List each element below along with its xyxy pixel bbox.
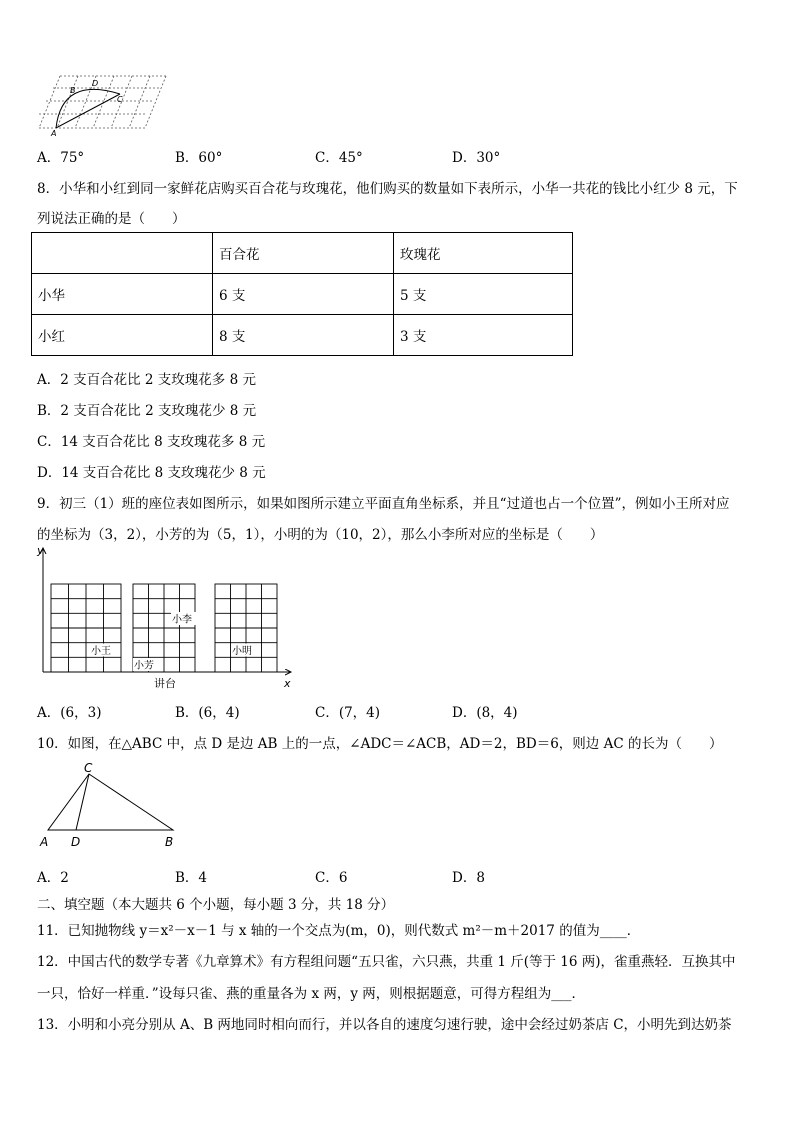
q9-stem-line1: 9．初三（1）班的座位表如图所示，如果如图所示建立平面直角坐标系，并且“过道也占一个位置”，例如小王所对应 — [37, 496, 730, 512]
table-cell: 小华 — [32, 274, 213, 315]
table-row — [32, 315, 573, 356]
q9-option-c[interactable]: C．(7，4) — [315, 705, 381, 721]
q10-label-d: D — [71, 835, 81, 849]
q9-seating-figure — [33, 542, 303, 692]
q7-grid-lines — [39, 76, 166, 128]
q7-label-b: B — [70, 86, 76, 95]
q10-triangle-figure — [36, 758, 186, 854]
table-cell: 5 支 — [394, 274, 573, 315]
q10-option-b[interactable]: B．4 — [175, 870, 208, 886]
q7-option-d[interactable]: D．30° — [452, 150, 501, 166]
q8-option-a[interactable]: A．2 支百合花比 2 支玫瑰花多 8 元 — [37, 372, 256, 388]
q12-stem-line2: 一只，恰好一样重．”设每只雀、燕的重量各为 x 两，y 两，则根据题意，可得方程组为___． — [37, 986, 586, 1002]
q7-chord — [56, 94, 120, 128]
q10-options — [37, 866, 757, 884]
q7-label-d: D — [92, 79, 99, 88]
q7-option-c[interactable]: C．45° — [315, 150, 363, 166]
q9-seat-block-1 — [51, 584, 121, 672]
q12-stem-line1: 12．中国古代的数学专著《九章算术》有方程组问题“五只雀，六只燕，共重 1 斤(等于 16 两)，雀重燕轻．互换其中 — [37, 954, 736, 970]
q9-label-xiaowang: 小王 — [91, 646, 111, 657]
q7-option-b[interactable]: B．60° — [175, 150, 223, 166]
q10-option-c[interactable]: C．6 — [315, 870, 348, 886]
table-cell: 8 支 — [213, 315, 394, 356]
table-header-cell: 百合花 — [213, 233, 394, 274]
q10-label-b: B — [165, 835, 174, 849]
q8-stem-line1: 8．小华和小红到同一家鲜花店购买百合花与玫瑰花，他们购买的数量如下表所示，小华一共花的钱比小红少 8 元，下 — [37, 181, 738, 197]
q10-option-a[interactable]: A．2 — [37, 870, 69, 886]
q9-x-label: x — [284, 677, 291, 690]
q9-label-xiaoli: 小李 — [172, 614, 192, 626]
q7-label-c: C — [117, 95, 123, 104]
q9-option-d[interactable]: D．(8，4) — [452, 705, 518, 721]
q10-stem: 10．如图，在△ABC 中，点 D 是边 AB 上的一点，∠ADC＝∠ACB，AD＝2，BD＝6，则边 AC 的长为（ ） — [37, 736, 723, 752]
q11-stem: 11．已知抛物线 y＝x²－x－1 与 x 轴的一个交点为(m，0)，则代数式 m²－m＋2017 的值为____． — [37, 923, 641, 939]
q8-stem-line2: 列说法正确的是（ ） — [37, 211, 186, 227]
q9-option-b[interactable]: B．(6，4) — [175, 705, 240, 721]
table-header-cell: 玫瑰花 — [394, 233, 573, 274]
q10-triangle-abc — [48, 774, 173, 830]
table-cell: 3 支 — [394, 315, 573, 356]
q9-seat-block-3 — [215, 584, 277, 672]
q8-option-c[interactable]: C．14 支百合花比 8 支玫瑰花多 8 元 — [37, 434, 266, 450]
table-cell: 6 支 — [213, 274, 394, 315]
q7-options — [37, 146, 757, 164]
q9-label-xiaoming: 小明 — [232, 646, 252, 657]
q8-option-b[interactable]: B．2 支百合花比 2 支玫瑰花少 8 元 — [37, 403, 257, 419]
q7-grid-figure — [34, 72, 174, 138]
q9-option-a[interactable]: A．(6，3) — [37, 705, 102, 721]
table-header-cell — [32, 233, 213, 274]
q13-stem: 13．小明和小亮分别从 A、B 两地同时相向而行，并以各自的速度匀速行驶，途中会经过奶茶店 C，小明先到达奶茶 — [37, 1017, 732, 1033]
q9-options — [37, 701, 757, 719]
q8-table — [31, 232, 573, 356]
q10-label-c: C — [84, 761, 93, 775]
q10-label-a: A — [40, 835, 49, 849]
section-heading-fill-in: 二、填空题（本大题共 6 个小题，每小题 3 分，共 18 分） — [37, 897, 395, 913]
q8-option-d[interactable]: D．14 支百合花比 8 支玫瑰花少 8 元 — [37, 465, 266, 481]
table-row — [32, 233, 573, 274]
q10-option-d[interactable]: D．8 — [452, 870, 485, 886]
table-cell: 小红 — [32, 315, 213, 356]
table-row — [32, 274, 573, 315]
q9-y-label: y — [37, 544, 44, 557]
q9-label-xiaofang: 小芳 — [134, 660, 154, 672]
q7-label-a: A — [51, 129, 57, 138]
q9-label-podium: 讲台 — [154, 677, 176, 690]
q9-stem-line2: 的坐标为（3，2），小芳的为（5，1），小明的为（10，2），那么小李所对应的坐标是（ ） — [37, 527, 604, 543]
q7-option-a[interactable]: A．75° — [37, 150, 85, 166]
